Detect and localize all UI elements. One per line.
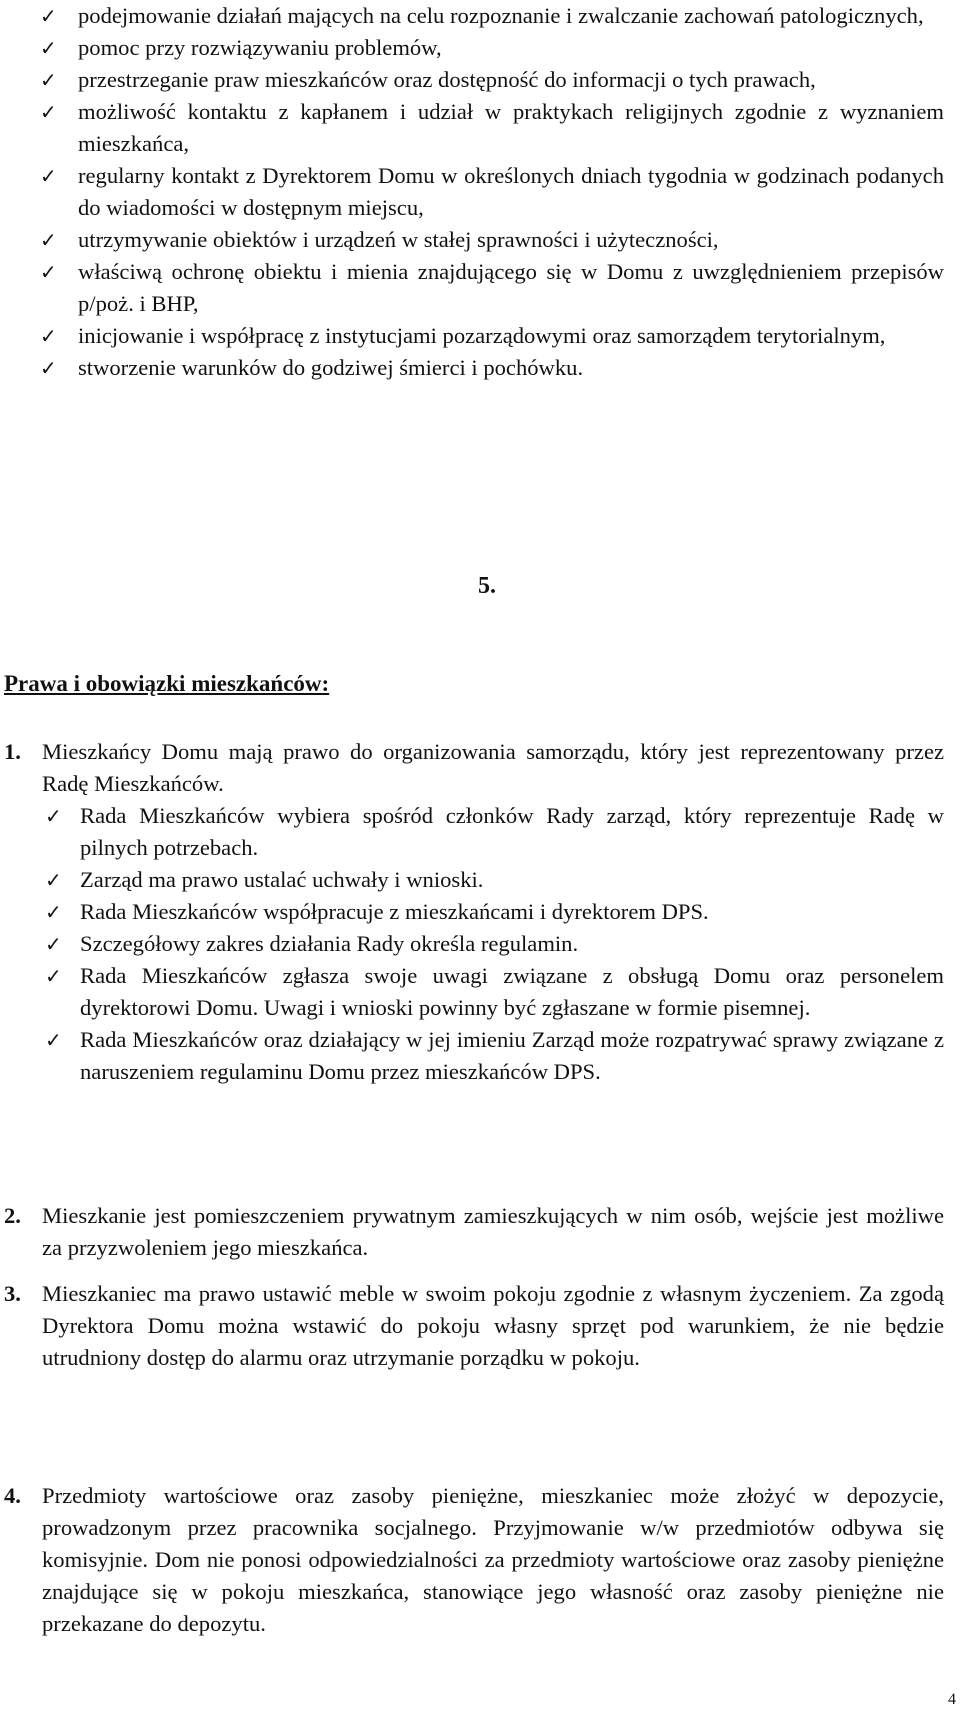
list-item: ✓ właściwą ochronę obiektu i mienia znajdującego się w Domu z uwzględnieniem przepisów p/poż. i BHP,: [0, 256, 960, 320]
paragraph-text: Mieszkaniec ma prawo ustawić meble w swoim pokoju zgodnie z własnym życzeniem. Za zgodą Dyrektora Domu można wstawić do pokoju własny sprzęt pod warunkiem, że nie będzie utrudniony dostęp do alarmu oraz utrzymanie porządku w pokoju.: [42, 1281, 944, 1370]
list-item: ✓ Zarząd ma prawo ustalać uchwały i wnioski.: [0, 864, 960, 896]
list-item: ✓ podejmowanie działań mających na celu rozpoznanie i zwalczanie zachowań patologicznych,: [0, 0, 960, 32]
paragraph-number: 4.: [4, 1483, 21, 1508]
paragraph-4: [4, 1480, 944, 1640]
check-icon: ✓: [45, 900, 62, 924]
check-icon: ✓: [45, 932, 62, 956]
paragraph-text: Przedmioty wartościowe oraz zasoby pieniężne, mieszkaniec może złożyć w depozycie, prowadzonym przez pracownika socjalnego. Przyjmowanie w/w przedmiotów odbywa się komisyjnie. Dom nie ponosi odpowiedzialności za przedmioty wartościowe oraz zasoby pieniężne znajdujące się w pokoju mieszkańca, stanowiące jego własność oraz zasoby pieniężne nie przekazane do depozytu.: [42, 1483, 944, 1636]
paragraph-text: Mieszkańcy Domu mają prawo do organizowania samorządu, który jest reprezentowany przez Radę Mieszkańców.: [42, 739, 944, 796]
check-icon: ✓: [40, 4, 57, 28]
check-icon: ✓: [40, 164, 57, 188]
list-item: ✓ stworzenie warunków do godziwej śmierci i pochówku.: [0, 352, 960, 384]
list-item: ✓ inicjowanie i współpracę z instytucjami pozarządowymi oraz samorządem terytorialnym,: [0, 320, 960, 352]
list-item: ✓ Rada Mieszkańców wybiera spośród członków Rady zarząd, który reprezentuje Radę w pilnych potrzebach.: [0, 800, 960, 864]
check-icon: ✓: [45, 1028, 62, 1052]
section-heading: Prawa i obowiązki mieszkańców:: [4, 671, 330, 696]
check-icon: ✓: [40, 324, 57, 348]
check-icon: ✓: [45, 964, 62, 988]
list-item: ✓ Rada Mieszkańców oraz działający w jej imieniu Zarząd może rozpatrywać sprawy związane z naruszeniem regulaminu Domu przez mieszkańców DPS.: [0, 1024, 960, 1088]
list-item: ✓ Rada Mieszkańców zgłasza swoje uwagi związane z obsługą Domu oraz personelem dyrektorowi Domu. Uwagi i wnioski powinny być zgłaszane w formie pisemnej.: [0, 960, 960, 1024]
list-item: ✓ utrzymywanie obiektów i urządzeń w stałej sprawności i użyteczności,: [0, 224, 960, 256]
paragraph-number: 1.: [4, 739, 21, 764]
list-item: ✓ Rada Mieszkańców współpracuje z mieszkańcami i dyrektorem DPS.: [0, 896, 960, 928]
page-number: 4: [948, 1691, 956, 1708]
list-item: ✓ Szczegółowy zakres działania Rady określa regulamin.: [0, 928, 960, 960]
paragraph-text: Mieszkanie jest pomieszczeniem prywatnym zamieszkujących w nim osób, wejście jest możliwe za przyzwoleniem jego mieszkańca.: [42, 1203, 944, 1260]
list-item: ✓ przestrzeganie praw mieszkańców oraz dostępność do informacji o tych prawach,: [0, 64, 960, 96]
paragraph-2: [4, 1200, 944, 1264]
list-item: ✓ możliwość kontaktu z kapłanem i udział w praktykach religijnych zgodnie z wyznaniem mieszkańca,: [0, 96, 960, 160]
check-icon: ✓: [45, 868, 62, 892]
checklist-council: [0, 800, 960, 1088]
check-icon: ✓: [40, 228, 57, 252]
paragraph-1: [4, 736, 944, 800]
checklist-top: [0, 0, 960, 384]
paragraph-3: [4, 1278, 944, 1374]
section-number: 5.: [478, 573, 496, 599]
list-item: ✓ pomoc przy rozwiązywaniu problemów,: [0, 32, 960, 64]
paragraph-number: 2.: [4, 1203, 21, 1228]
check-icon: ✓: [40, 36, 57, 60]
list-item: ✓ regularny kontakt z Dyrektorem Domu w określonych dniach tygodnia w godzinach podanych do wiadomości w dostępnym miejscu,: [0, 160, 960, 224]
check-icon: ✓: [45, 804, 62, 828]
check-icon: ✓: [40, 68, 57, 92]
check-icon: ✓: [40, 100, 57, 124]
check-icon: ✓: [40, 260, 57, 284]
paragraph-number: 3.: [4, 1281, 21, 1306]
check-icon: ✓: [40, 356, 57, 380]
